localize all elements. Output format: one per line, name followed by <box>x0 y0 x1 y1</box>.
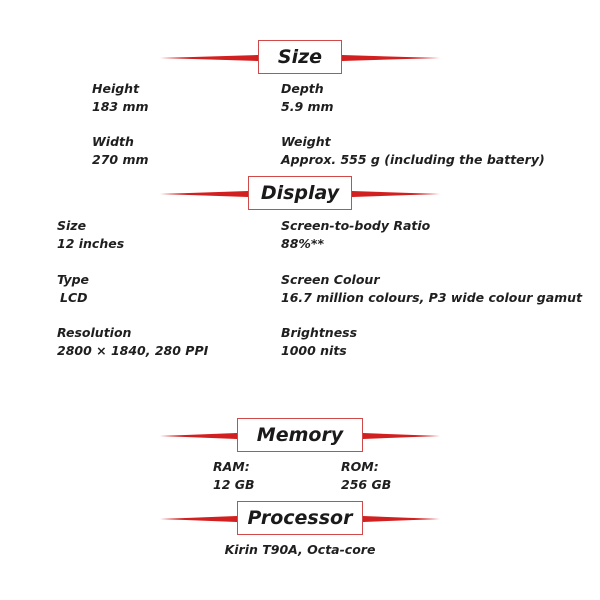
display-resolution-spec <box>57 324 208 360</box>
display-brightness-value: 1000 nits <box>281 343 347 358</box>
display-colour-label: Screen Colour <box>281 272 380 287</box>
display-section-header <box>0 176 600 216</box>
memory-ram-value: 12 GB <box>213 477 255 492</box>
size-section-title: Size <box>258 40 342 74</box>
size-depth-label: Depth <box>281 81 324 96</box>
display-ratio-spec <box>281 217 430 253</box>
size-width-spec <box>92 133 149 169</box>
memory-rom-spec <box>341 458 391 494</box>
display-ratio-label: Screen-to-body Ratio <box>281 218 431 233</box>
display-brightness-label: Brightness <box>281 325 358 340</box>
size-weight-value: Approx. 555 g (including the battery) <box>281 152 545 167</box>
processor-section-title: Processor <box>237 501 363 535</box>
memory-section-header <box>0 418 600 458</box>
display-resolution-label: Resolution <box>57 325 132 340</box>
size-width-label: Width <box>92 134 134 149</box>
size-depth-spec <box>281 80 334 116</box>
display-size-spec <box>57 217 124 253</box>
size-weight-spec <box>281 133 545 169</box>
display-resolution-value: 2800 × 1840, 280 PPI <box>57 343 209 358</box>
memory-ram-spec <box>213 458 255 494</box>
display-brightness-spec <box>281 324 357 360</box>
size-depth-value: 5.9 mm <box>281 99 334 114</box>
processor-value: Kirin T90A, Octa-core <box>224 542 376 557</box>
processor-section-header <box>0 501 600 541</box>
memory-section-title: Memory <box>237 418 363 452</box>
display-colour-value: 16.7 million colours, P3 wide colour gamut <box>281 290 583 305</box>
size-height-spec <box>92 80 149 116</box>
memory-rom-value: 256 GB <box>341 477 392 492</box>
size-width-value: 270 mm <box>92 152 149 167</box>
display-type-label: Type <box>57 272 90 287</box>
display-colour-spec <box>281 271 582 307</box>
display-type-spec <box>57 271 89 307</box>
display-type-value: LCD <box>60 290 88 305</box>
memory-rom-label: ROM: <box>341 459 379 474</box>
memory-ram-label: RAM: <box>213 459 250 474</box>
processor-spec <box>0 541 600 559</box>
size-height-label: Height <box>92 81 140 96</box>
display-size-value: 12 inches <box>57 236 125 251</box>
size-section-header <box>0 40 600 80</box>
display-size-label: Size <box>57 218 87 233</box>
size-height-value: 183 mm <box>92 99 149 114</box>
display-ratio-value: 88%** <box>281 236 324 251</box>
display-section-title: Display <box>248 176 352 210</box>
size-weight-label: Weight <box>281 134 331 149</box>
